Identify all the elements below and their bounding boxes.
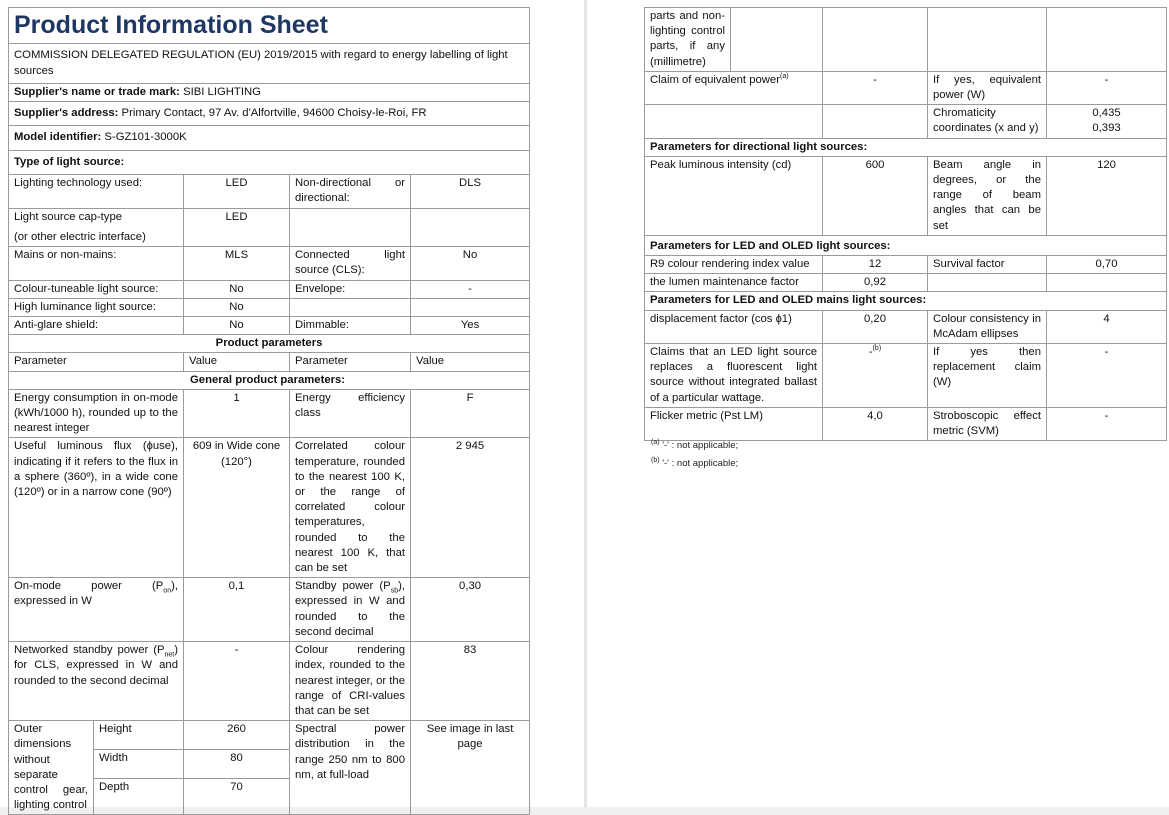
high-luminance-empty-1 [290,298,411,316]
supplier-name-label: Supplier's name or trade mark: [14,86,180,98]
lumen-maint-empty-1 [928,274,1047,292]
spectral-value: See image in last page [411,721,530,815]
footnote-b-text: '-' : not applicable; [662,458,739,469]
cap-type-label-cell [9,208,184,246]
claims-led-value [823,344,928,408]
luminous-flux-value: 609 in Wide cone (120°) [184,438,290,578]
mains-label: Mains or non-mains: [9,247,184,280]
cont-empty-4 [1047,8,1167,72]
col-value-1: Value [184,353,290,371]
regulation-text: COMMISSION DELEGATED REGULATION (EU) 2019/2015 with regard to energy labelling of light sources [9,44,530,84]
lumen-maint-value: 0,92 [823,274,928,292]
colour-tuneable-label: Colour-tuneable light source: [9,280,184,298]
anti-glare-value: No [184,317,290,335]
r9-value: 12 [823,256,928,274]
footnote-b-mark: (b) [651,456,660,464]
networked-text-b: ) for CLS, expressed in W and rounded to the second decimal [14,644,178,687]
width-value: 80 [184,750,290,779]
standby-text-a: Standby power (P [295,580,391,593]
height-value: 260 [184,721,290,750]
svm-value: - [1047,407,1167,440]
survival-label: Survival factor [928,256,1047,274]
directional-title: Parameters for directional light sources: [650,140,868,153]
cap-type-empty-2 [411,208,530,246]
cct-value: 2 945 [411,438,530,578]
anti-glare-label: Anti-glare shield: [9,317,184,335]
on-mode-power-label [9,578,184,642]
supplier-address-value: Primary Contact, 97 Av. d'Alfortville, 94600 Choisy-le-Roi, FR [121,107,427,120]
claims-led-label: Claims that an LED light source replaces a fluorescent light source without integrated ballast of a particular wattage. [645,344,823,408]
model-value: S-GZ101-3000K [104,131,187,144]
lighting-tech-value: LED [184,174,290,208]
col-parameter-1: Parameter [9,353,184,371]
non-directional-value: DLS [411,174,530,208]
peak-intensity-value: 600 [823,156,928,235]
cap-type-label: Light source cap-type [14,210,123,223]
page-title: Product Information Sheet [9,8,530,44]
general-parameters-header [9,371,530,389]
non-directional-label: Non-directional or directional: [290,174,411,208]
cri-value: 83 [411,642,530,721]
cap-type-empty-1 [290,208,411,246]
colour-consistency-label: Colour consistency in McAdam ellipses [928,310,1047,343]
flicker-value: 4,0 [823,407,928,440]
on-mode-power-sub: on [163,587,172,595]
peak-intensity-label: Peak luminous intensity (cd) [645,156,823,235]
standby-power-label [290,578,411,642]
mains-value: MLS [184,247,290,280]
beam-angle-label: Beam angle in degrees, or the range of beam angles that can be set [928,156,1047,235]
replacement-claim-value: - [1047,344,1167,408]
cls-value: No [411,247,530,280]
dimmable-value: Yes [411,317,530,335]
lighting-tech-label: Lighting technology used: [9,174,184,208]
lumen-maint-empty-2 [1047,274,1167,292]
model-row [9,126,530,150]
spectral-label: Spectral power distribution in the range 250 nm to 800 nm, at full-load [290,721,411,815]
outer-dimensions-label: Outer dimensions without separate control gear, lighting control [9,721,94,815]
footnote-a [651,440,738,451]
on-mode-power-text-a: On-mode power (P [14,580,164,593]
cri-label: Colour rendering index, rounded to the nearest integer, or the range of CRI-values that can be set [290,642,411,721]
survival-value: 0,70 [1047,256,1167,274]
supplier-name-row [9,84,530,102]
high-luminance-value: No [184,298,290,316]
standby-power-value: 0,30 [411,578,530,642]
lumen-maint-label: the lumen maintenance factor [645,274,823,292]
electric-interface-label: (or other electric interface) [14,231,146,244]
col-value-2: Value [411,353,530,371]
replacement-claim-label: If yes then replacement claim (W) [928,344,1047,408]
cap-type-value: LED [184,208,290,246]
displacement-value: 0,20 [823,310,928,343]
led-oled-title: Parameters for LED and OLED light sources: [650,239,891,252]
led-oled-header [645,235,1167,255]
beam-angle-value: 120 [1047,156,1167,235]
supplier-address-label: Supplier's address: [14,107,119,120]
equiv-power-value: - [1047,71,1167,104]
footnote-a-text: '-' : not applicable; [662,440,739,451]
equiv-power-claim-text: Claim of equivalent power [650,73,780,86]
equiv-power-claim-mark: (a) [779,73,789,81]
energy-consumption-value: 1 [184,389,290,438]
on-mode-power-text-b: ), expressed in W [14,580,178,608]
envelope-value: - [411,280,530,298]
cont-label: parts and non-lighting control parts, if any (millimetre) [645,8,731,72]
on-mode-power-value: 0,1 [184,578,290,642]
cont-empty-3 [928,8,1047,72]
claims-led-dash: - [868,346,873,359]
colour-tuneable-value: No [184,280,290,298]
networked-text-a: Networked standby power (P [14,644,165,657]
chromaticity-empty-2 [823,105,928,138]
equiv-power-claim-label [645,71,823,104]
envelope-label: Envelope: [290,280,411,298]
type-label: Type of light source: [14,155,125,168]
product-info-table-right [644,7,1167,441]
chromaticity-y: 0,393 [1092,122,1121,135]
general-parameters-title: General product parameters: [190,373,346,386]
equiv-power-claim-value: - [823,71,928,104]
high-luminance-empty-2 [411,298,530,316]
depth-label: Depth [94,779,184,815]
claims-led-mark: (b) [872,345,882,353]
product-info-table-left [8,7,530,815]
cct-label: Correlated colour temperature, rounded to the nearest 100 K, or the range of correlated colour temperatures, rounded to the nearest 100 K, that can be set [290,438,411,578]
depth-value: 70 [184,779,290,815]
width-label: Width [94,750,184,779]
product-parameters-title: Product parameters [215,337,323,350]
product-parameters-header [9,335,530,353]
supplier-name-value: SIBI LIGHTING [183,86,261,98]
footnote-a-mark: (a) [651,438,660,446]
chromaticity-value [1047,105,1167,138]
supplier-address-row [9,102,530,126]
networked-standby-value: - [184,642,290,721]
chromaticity-x: 0,435 [1092,107,1121,120]
standby-text-b: ), expressed in W and rounded to the second decimal [295,580,405,638]
cls-label: Connected light source (CLS): [290,247,411,280]
model-label: Model identifier: [14,131,102,144]
flicker-label: Flicker metric (Pst LM) [645,407,823,440]
standby-sub: sb [390,587,399,595]
networked-sub: net [164,651,175,659]
energy-class-value: F [411,389,530,438]
dimmable-label: Dimmable: [290,317,411,335]
height-label: Height [94,721,184,750]
chromaticity-empty-1 [645,105,823,138]
displacement-label: displacement factor (cos ɸ1) [645,310,823,343]
equiv-power-label: If yes, equivalent power (W) [928,71,1047,104]
luminous-flux-label: Useful luminous flux (ɸuse), indicating if it refers to the flux in a sphere (360º), in a wide cone (120º) or in a narrow cone (90º) [9,438,184,578]
r9-label: R9 colour rendering index value [645,256,823,274]
led-oled-mains-title: Parameters for LED and OLED mains light sources: [650,294,927,307]
svm-label: Stroboscopic effect metric (SVM) [928,407,1047,440]
colour-consistency-value: 4 [1047,310,1167,343]
cont-empty-1 [731,8,823,72]
led-oled-mains-header [645,292,1167,310]
energy-consumption-label: Energy consumption in on-mode (kWh/1000 h), rounded up to the nearest integer [9,389,184,438]
networked-standby-label [9,642,184,721]
footnote-b [651,458,738,469]
type-row [9,150,530,174]
cont-empty-2 [823,8,928,72]
directional-header [645,138,1167,156]
energy-class-label: Energy efficiency class [290,389,411,438]
chromaticity-label: Chromaticity coordinates (x and y) [928,105,1047,138]
high-luminance-label: High luminance light source: [9,298,184,316]
col-parameter-2: Parameter [290,353,411,371]
